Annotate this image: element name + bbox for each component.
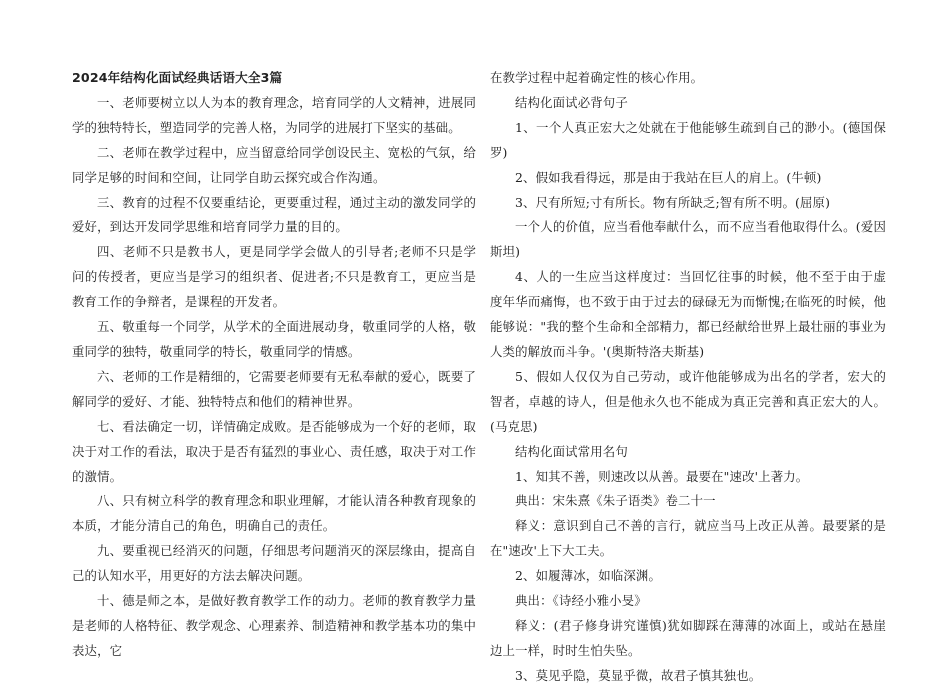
quote-4: 4、人的一生应当这样度过：当回忆往事的时候，他不至于由于虚度年华而痛悔，也不致于由于过去的碌碌无为而惭愧;在临死的时候，他能够说："我的整个生命和全部精力，都已经献给世界上最壮丽的事业为人类的解放而斗争。'(奥斯特洛夫斯基) xyxy=(490,269,886,359)
paragraph-4: 四、老师不只是教书人，更是同学学会做人的引导者;老师不只是学问的传授者，更应当是学习的组织者、促进者;不只是教育工，更应当是教育工作的争辩者，是课程的开发者。 xyxy=(72,244,476,310)
right-column xyxy=(490,66,886,689)
famous-line-3: 3、莫见乎隐，莫显乎微，故君子慎其独也。 xyxy=(515,667,762,683)
quote-5: 5、假如人仅仅为自己劳动，或许他能够成为出名的学者，宏大的智者，卓越的诗人，但是他永久也不能成为真正完善和真正宏大的人。(马克思) xyxy=(490,368,886,434)
famous-line-1: 1、知其不善，则速改以从善。最要在"速改'上著力。 xyxy=(515,468,809,484)
famous-line-2: 2、如履薄冰，如临深渊。 xyxy=(515,568,661,584)
paragraph-3: 三、教育的过程不仅要重结论，更要重过程，通过主动的激发同学的爱好，到达开发同学思维和培育同学力量的目的。 xyxy=(72,194,476,235)
section-heading-famous-lines: 结构化面试常用名句 xyxy=(515,443,628,459)
left-column xyxy=(72,66,476,664)
famous-line-2-meaning: 释义：(君子修身讲究谨慎)犹如脚踩在薄薄的冰面上，或站在悬崖边上一样，时时生怕失坠。 xyxy=(490,617,886,658)
paragraph-5: 五、敬重每一个同学，从学术的全面进展动身，敬重同学的人格，敬重同学的独特，敬重同学的特长，敬重同学的情感。 xyxy=(72,319,476,359)
paragraph-2: 二、老师在教学过程中，应当留意给同学创设民主、宽松的气氛，给同学足够的时间和空间，让同学自助云探究或合作沟通。 xyxy=(72,144,476,185)
paragraph-10-continuation: 在教学过程中起着确定性的核心作用。 xyxy=(490,70,704,85)
famous-line-1-source: 典出：宋朱熹《朱子语类》卷二十一 xyxy=(515,493,716,509)
paragraph-9: 九、要重视已经消灭的问题，仔细思考问题消灭的深层缘由，提高自己的认知水平，用更好的方法去解决问题。 xyxy=(72,543,476,584)
quote-2: 2、假如我看得远，那是由于我站在巨人的肩上。(牛顿) xyxy=(515,169,822,185)
paragraph-10: 十、德是师之本，是做好教育教学工作的动力。老师的教育教学力量是老师的人格特征、教学观念、心理素养、制造精神和教学基本功的集中表达，它 xyxy=(72,593,476,658)
quote-3: 3、尺有所短;寸有所长。物有所缺乏;智有所不明。(屈原) xyxy=(515,194,831,210)
section-heading-sentences: 结构化面试必背句子 xyxy=(515,94,628,110)
paragraph-1: 一、老师要树立以人为本的教育理念，培育同学的人文精神，进展同学的独特特长，塑造同学的完善人格，为同学的进展打下坚实的基础。 xyxy=(72,94,476,135)
paragraph-7: 七、看法确定一切，详情确定成败。是否能够成为一个好的老师，取决于对工作的看法，取决于是否有猛烈的事业心、责任感，取决于对工作的激情。 xyxy=(72,418,476,484)
document-title: 2024年结构化面试经典话语大全3篇 xyxy=(72,70,283,85)
quote-unnumbered: 一个人的价值，应当看他奉献什么，而不应当看他取得什么。(爱因斯坦) xyxy=(490,219,886,260)
famous-line-1-meaning: 释义：意识到自己不善的言行，就应当马上改正从善。最要紧的是在"速改'上下大工夫。 xyxy=(490,518,886,559)
paragraph-8: 八、只有树立科学的教育理念和职业理解，才能认清各种教育现象的本质，才能分清自己的角色，明确自己的责任。 xyxy=(72,493,476,534)
famous-line-2-source: 典出：《诗经小雅小旻》 xyxy=(515,593,647,609)
paragraph-6: 六、老师的工作是精细的，它需要老师要有无私奉献的爱心，既要了解同学的爱好、才能、独特特点和他们的精神世界。 xyxy=(72,368,476,409)
quote-1: 1、一个人真正宏大之处就在于他能够生疏到自己的渺小。(德国保罗) xyxy=(490,119,886,160)
